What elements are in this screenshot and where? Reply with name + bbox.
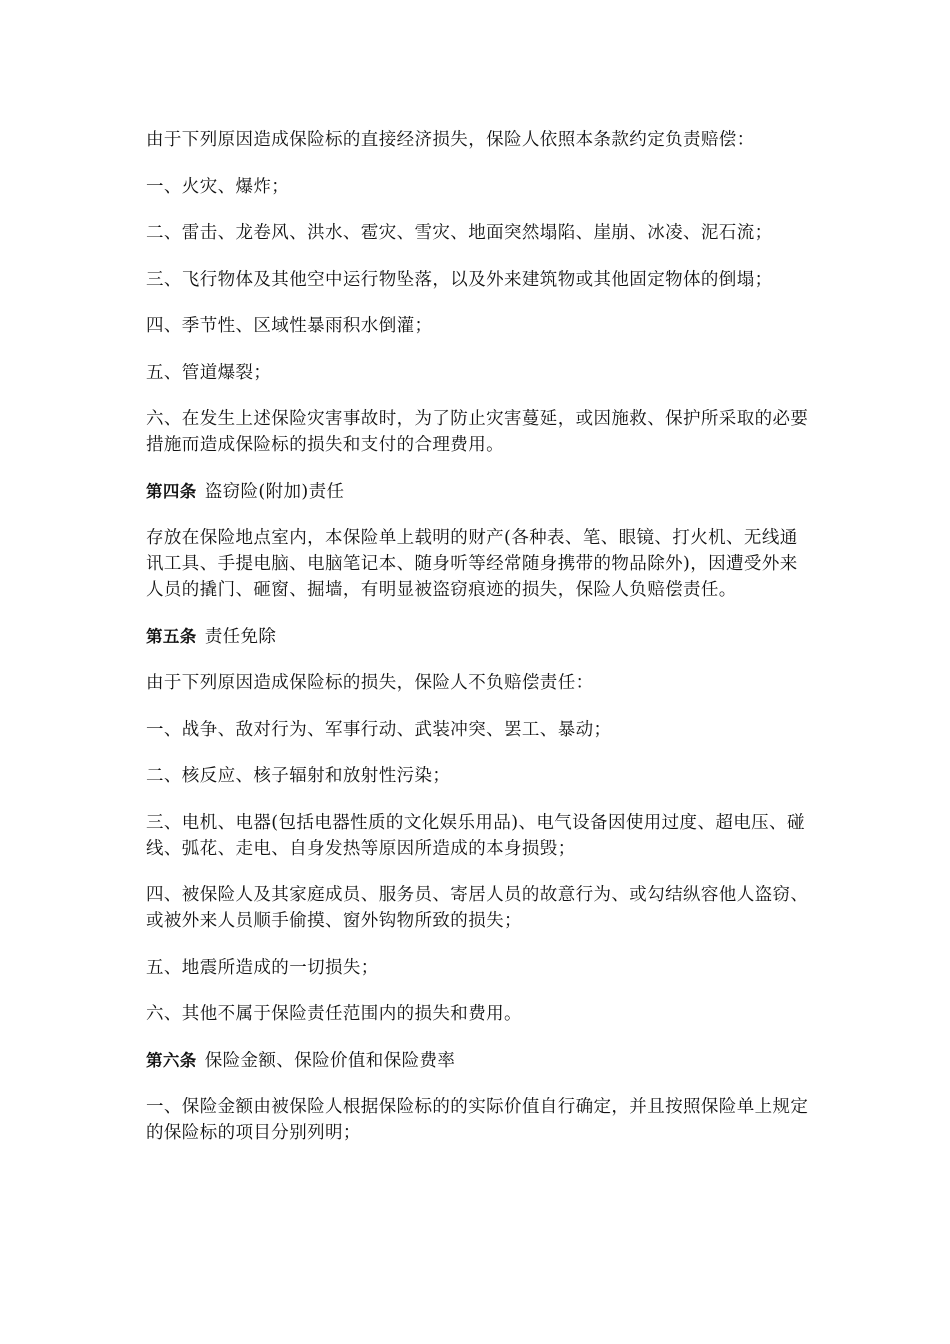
clause4-title: 盗窃险(附加)责任 xyxy=(204,481,345,502)
clause5-heading xyxy=(146,624,810,650)
clause5-item-4: 四、被保险人及其家庭成员、服务员、寄居人员的故意行为、或勾结纵容他人盗窃、或被外来人员顺手偷摸、窗外钩物所致的损失； xyxy=(146,885,809,931)
clause3-item-4: 四、季节性、区域性暴雨积水倒灌； xyxy=(146,316,433,336)
clause5-item-1: 一、战争、敌对行为、军事行动、武装冲突、罢工、暴动； xyxy=(146,719,612,740)
clause5-item-5: 五、地震所造成的一切损失； xyxy=(146,957,379,978)
clause3-item-5: 五、管道爆裂； xyxy=(146,362,272,383)
clause5-intro: 由于下列原因造成保险标的损失，保险人不负赔偿责任： xyxy=(146,673,594,693)
clause4-number: 第四条 xyxy=(146,481,197,501)
clause6-title: 保险金额、保险价值和保险费率 xyxy=(204,1050,456,1071)
clause3-item-1: 一、火灾、爆炸； xyxy=(146,176,290,197)
clause5-item-6: 六、其他不属于保险责任范围内的损失和费用。 xyxy=(146,1004,522,1024)
clause5-item-2: 二、核反应、核子辐射和放射性污染； xyxy=(146,766,451,786)
clause4-heading xyxy=(146,479,810,505)
clause6-number: 第六条 xyxy=(146,1050,197,1070)
clause5-title: 责任免除 xyxy=(204,626,277,647)
clause3-intro: 由于下列原因造成保险标的直接经济损失，保险人依照本条款约定负责赔偿： xyxy=(146,130,755,150)
clause3-item-6: 六、在发生上述保险灾害事故时，为了防止灾害蔓延，或因施救、保护所采取的必要措施而造成保险标的损失和支付的合理费用。 xyxy=(146,409,809,455)
clause4-body: 存放在保险地点室内，本保险单上载明的财产(各种表、笔、眼镜、打火机、无线通讯工具、手提电脑、电脑笔记本、随身听等经常随身携带的物品除外)，因遭受外来人员的撬门、砸窗、掘墙，有明显被盗窃痕迹的损失，保险人负赔偿责任。 xyxy=(146,528,798,600)
clause3-item-3: 三、飞行物体及其他空中运行物坠落，以及外来建筑物或其他固定物体的倒塌； xyxy=(146,269,773,290)
clause3-item-2: 二、雷击、龙卷风、洪水、雹灾、雪灾、地面突然塌陷、崖崩、冰凌、泥石流； xyxy=(146,223,773,243)
clause6-item-1: 一、保险金额由被保险人根据保险标的的实际价值自行确定，并且按照保险单上规定的保险标的项目分别列明； xyxy=(146,1097,809,1143)
clause6-heading xyxy=(146,1048,810,1074)
clause5-item-3: 三、电机、电器(包括电器性质的文化娱乐用品)、电气设备因使用过度、超电压、碰线、弧花、走电、自身发热等原因所造成的本身损毁； xyxy=(146,812,805,859)
clause5-number: 第五条 xyxy=(146,626,197,646)
document-page xyxy=(146,127,810,1167)
